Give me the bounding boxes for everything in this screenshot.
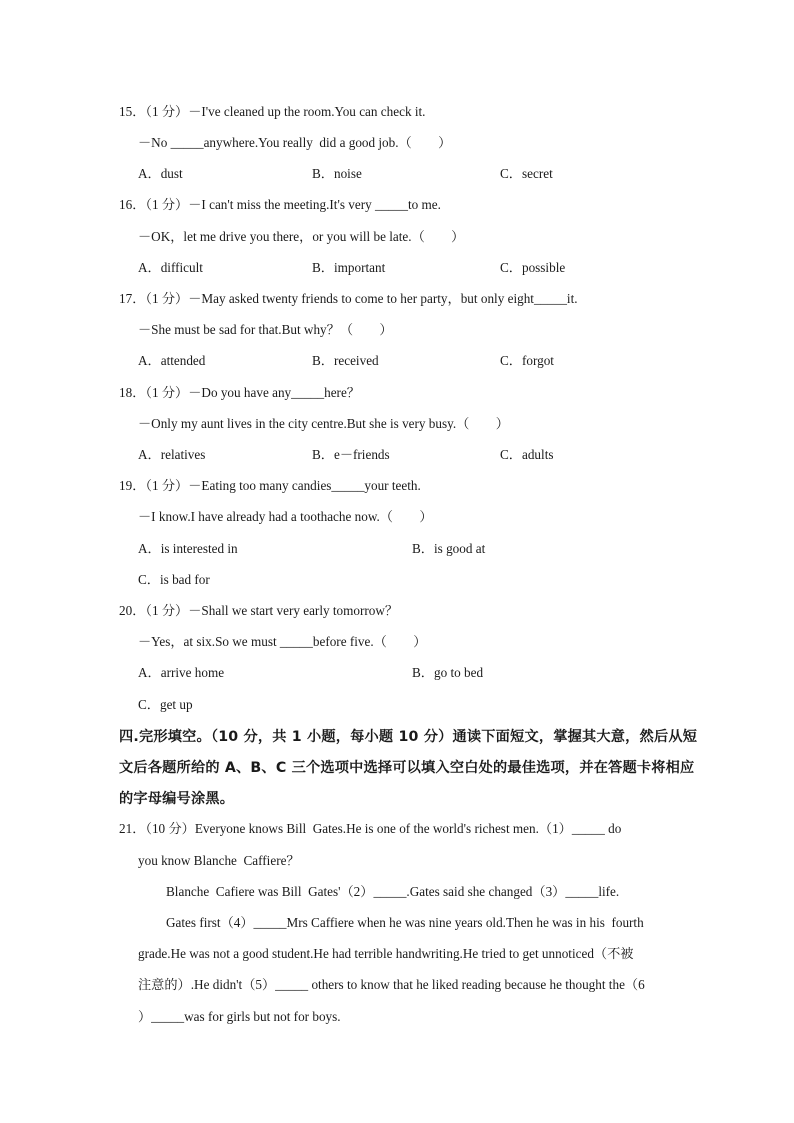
question-20-stem: 20．（1 分）－Shall we start very early tomorrow？ — [119, 603, 399, 618]
question-18-stem: 18．（1 分）－Do you have any_____here？ — [119, 385, 360, 400]
question-20-option-b: B．go to bed — [412, 665, 484, 680]
question-17-option-b: B．received — [312, 353, 379, 368]
question-19-option-a: A．is interested in — [138, 541, 238, 556]
question-18-option-b: B．e－friends — [312, 447, 390, 462]
question-16-stem: 16．（1 分）－I can't miss the meeting.It's very _____to me. — [119, 197, 441, 212]
question-20-option-c: C．get up — [138, 697, 193, 712]
question-20-option-a: A．arrive home — [138, 665, 225, 680]
question-15-reply: －No _____anywhere.You really did a good job.（ ） — [138, 135, 452, 150]
passage-line-4: Gates first（4）_____Mrs Caffiere when he was nine years old.Then he was in his fourth — [166, 915, 644, 930]
passage-line-7: ）_____was for girls but not for boys. — [138, 1009, 341, 1024]
question-18-option-a: A．relatives — [138, 447, 206, 462]
question-17-reply: －She must be sad for that.But why？（ ） — [138, 322, 393, 337]
question-15-option-a: A．dust — [138, 166, 183, 181]
passage-line-2: you know Blanche Caffiere？ — [138, 853, 300, 868]
passage-line-3: Blanche Cafiere was Bill Gates'（2）_____.Gates said she changed（3）_____life. — [166, 884, 620, 899]
passage-line-6: 注意的）.He didn't（5）_____ others to know that he liked reading because he thought the（6 — [138, 977, 645, 992]
question-18-reply: －Only my aunt lives in the city centre.But she is very busy.（ ） — [138, 416, 509, 431]
question-20-reply: －Yes，at six.So we must _____before five.（ ） — [138, 634, 427, 649]
passage-line-1: 21．（10 分）Everyone knows Bill Gates.He is one of the world's richest men.（1）_____ do — [119, 821, 622, 836]
question-15-option-b: B．noise — [312, 166, 362, 181]
question-15-option-c: C．secret — [500, 166, 553, 181]
section-heading-line-3: 的字母编号涂黑。 — [119, 791, 235, 807]
section-heading-line-1: 四.完形填空。（10 分，共 1 小题，每小题 10 分）通读下面短文，掌握其大意，然后从短 — [119, 729, 698, 745]
question-19-stem: 19．（1 分）－Eating too many candies_____your teeth. — [119, 478, 421, 493]
question-19-option-b: B．is good at — [412, 541, 486, 556]
question-19-reply: －I know.I have already had a toothache now.（ ） — [138, 509, 433, 524]
passage-line-5: grade.He was not a good student.He had terrible handwriting.He tried to get unnoticed（不被 — [138, 946, 634, 961]
question-15-stem: 15．（1 分）－I've cleaned up the room.You can check it. — [119, 104, 426, 119]
question-18-option-c: C．adults — [500, 447, 554, 462]
question-17-option-a: A．attended — [138, 353, 206, 368]
question-16-reply: －OK，let me drive you there，or you will be late.（ ） — [138, 229, 465, 244]
question-17-option-c: C．forgot — [500, 353, 554, 368]
question-16-option-b: B．important — [312, 260, 386, 275]
question-17-stem: 17．（1 分）－May asked twenty friends to come to her party，but only eight_____it. — [119, 291, 578, 306]
question-16-option-c: C．possible — [500, 260, 566, 275]
question-16-option-a: A．difficult — [138, 260, 203, 275]
section-heading-line-2: 文后各题所给的 A、B、C 三个选项中选择可以填入空白处的最佳选项，并在答题卡将相应 — [119, 760, 695, 776]
question-19-option-c: C．is bad for — [138, 572, 210, 587]
